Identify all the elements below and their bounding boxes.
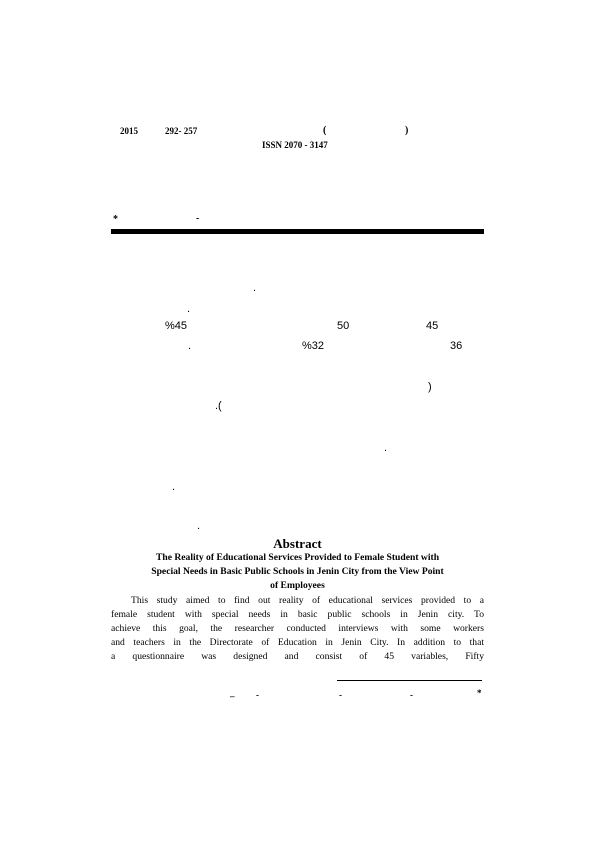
arabic-dot: . bbox=[197, 520, 201, 532]
abstract-body-line: and teachers in the Directorate of Education in Jenin City. In addition to that bbox=[111, 637, 484, 648]
title-divider bbox=[111, 229, 484, 234]
arabic-dot-paren: .( bbox=[215, 400, 222, 412]
footnote-dash: _ bbox=[230, 688, 235, 698]
arabic-percent: %45 bbox=[165, 320, 188, 332]
author-asterisk: * bbox=[113, 214, 118, 225]
issn: ISSN 2070 - 3147 bbox=[262, 140, 328, 150]
arabic-percent: %32 bbox=[302, 340, 325, 352]
abstract-body-line: This study aimed to find out reality of educational services provided to a bbox=[131, 595, 484, 606]
arabic-dot: . bbox=[187, 303, 191, 315]
paren-close: ) bbox=[405, 125, 409, 136]
journal-year: 2015 bbox=[120, 126, 138, 136]
abstract-heading: Abstract bbox=[273, 536, 322, 551]
arabic-dot: . bbox=[253, 282, 257, 294]
paren-open: ( bbox=[323, 125, 327, 136]
arabic-number: 50 bbox=[337, 320, 350, 332]
arabic-dot: . bbox=[172, 481, 176, 493]
footnote-asterisk: * bbox=[477, 688, 482, 698]
abstract-body-line: female student with special needs in basic public schools in Jenin city. To bbox=[111, 609, 484, 620]
abstract-title-line: The Reality of Educational Services Provided to Female Student with bbox=[155, 552, 440, 563]
author-dash: - bbox=[196, 213, 200, 224]
arabic-number: 45 bbox=[426, 320, 439, 332]
abstract-title-line: of Employees bbox=[270, 580, 325, 591]
arabic-dot: . bbox=[384, 442, 388, 454]
footnote-rule bbox=[337, 680, 482, 681]
arabic-dot: . bbox=[188, 340, 192, 352]
footnote-dash: - bbox=[410, 690, 413, 700]
footnote-dash: - bbox=[339, 690, 342, 700]
abstract-body-line: achieve this goal, the researcher conducted interviews with some workers bbox=[111, 623, 484, 634]
arabic-paren: ) bbox=[428, 381, 432, 393]
arabic-number: 36 bbox=[450, 340, 463, 352]
abstract-body-line: a questionnaire was designed and consist of 45 variables, Fifty bbox=[111, 651, 484, 662]
abstract-body bbox=[111, 594, 484, 664]
footnote-dash: - bbox=[256, 690, 259, 700]
abstract-title bbox=[111, 551, 484, 593]
abstract-title-line: Special Needs in Basic Public Schools in Jenin City from the View Point bbox=[151, 566, 444, 577]
page-range: 292- 257 bbox=[165, 126, 198, 136]
